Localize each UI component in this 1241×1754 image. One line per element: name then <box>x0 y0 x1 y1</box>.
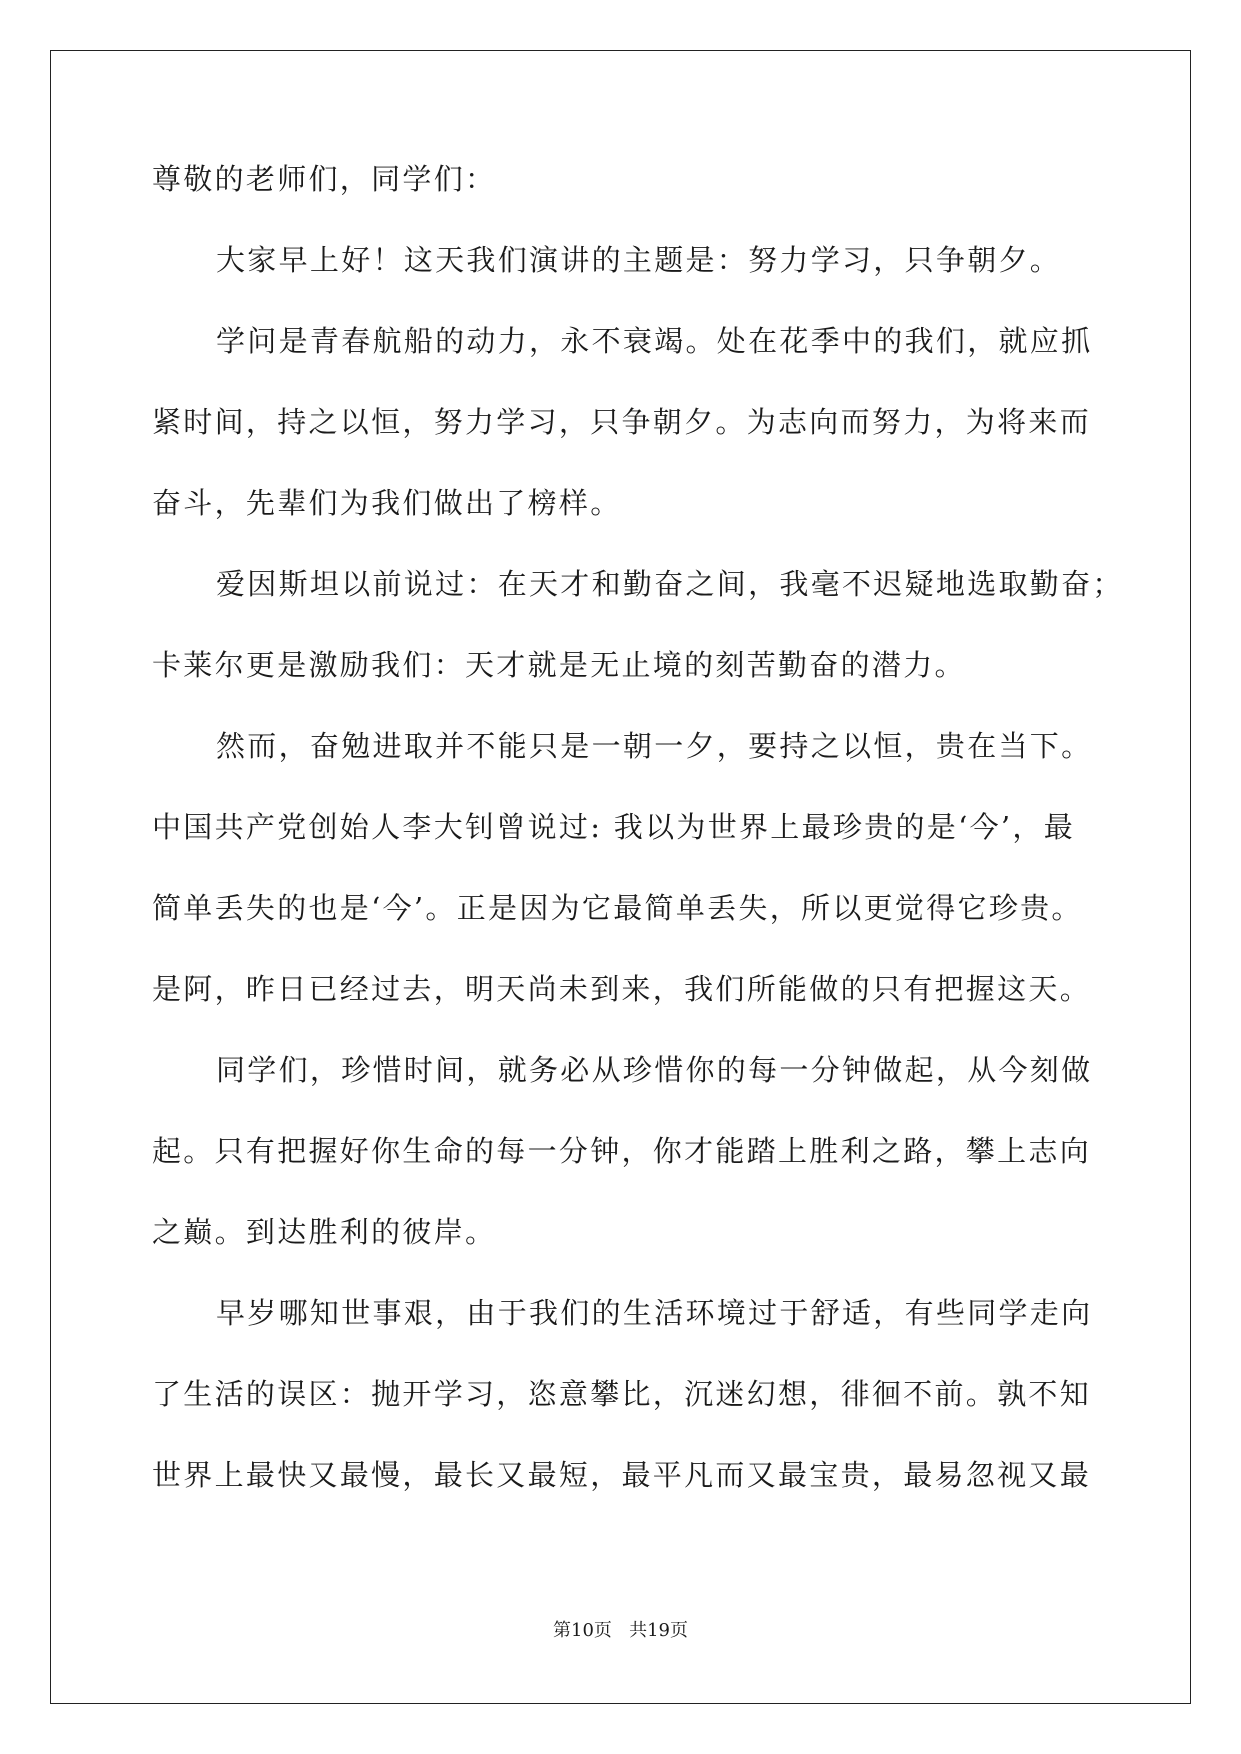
text-line: 同学们，珍惜时间，就务必从珍惜你的每一分钟做起，从今刻做 <box>216 1053 1093 1087</box>
text-line: 学问是青春航船的动力，永不衰竭。处在花季中的我们，就应抓 <box>216 324 1093 358</box>
text-line: 中国共产党创始人李大钊曾说过: 我以为世界上最珍贵的是‘今’，最 <box>152 810 1076 844</box>
text-line: 卡莱尔更是激励我们：天才就是无止境的刻苦勤奋的潜力。 <box>152 648 966 682</box>
document-body <box>152 162 1124 1541</box>
text-line: 早岁哪知世事艰，由于我们的生活环境过于舒适，有些同学走向 <box>216 1296 1093 1330</box>
text-line: 了生活的误区：抛开学习，恣意攀比，沉迷幻想，徘徊不前。孰不知 <box>152 1377 1092 1411</box>
text-line: 紧时间，持之以恒，努力学习，只争朝夕。为志向而努力，为将来而 <box>152 405 1092 439</box>
text-line: 简单丢失的也是‘今’。正是因为它最简单丢失，所以更觉得它珍贵。 <box>152 891 1083 925</box>
text-line: 世界上最快又最慢，最长又最短，最平凡而又最宝贵，最易忽视又最 <box>152 1458 1092 1492</box>
text-line: 爱因斯坦以前说过：在天才和勤奋之间，我毫不迟疑地选取勤奋； <box>216 567 1124 601</box>
text-line: 奋斗，先辈们为我们做出了榜样。 <box>152 486 622 520</box>
text-line: 起。只有把握好你生命的每一分钟，你才能踏上胜利之路，攀上志向 <box>152 1134 1092 1168</box>
page-number: 第10页 共19页 <box>553 1620 688 1641</box>
text-line: 然而，奋勉进取并不能只是一朝一夕，要持之以恒，贵在当下。 <box>216 729 1093 763</box>
text-line: 大家早上好！这天我们演讲的主题是：努力学习，只争朝夕。 <box>216 243 1062 277</box>
text-line: 是阿，昨日已经过去，明天尚未到来，我们所能做的只有把握这天。 <box>152 972 1092 1006</box>
text-line: 尊敬的老师们，同学们： <box>152 162 497 196</box>
text-line: 之巅。到达胜利的彼岸。 <box>152 1215 497 1249</box>
